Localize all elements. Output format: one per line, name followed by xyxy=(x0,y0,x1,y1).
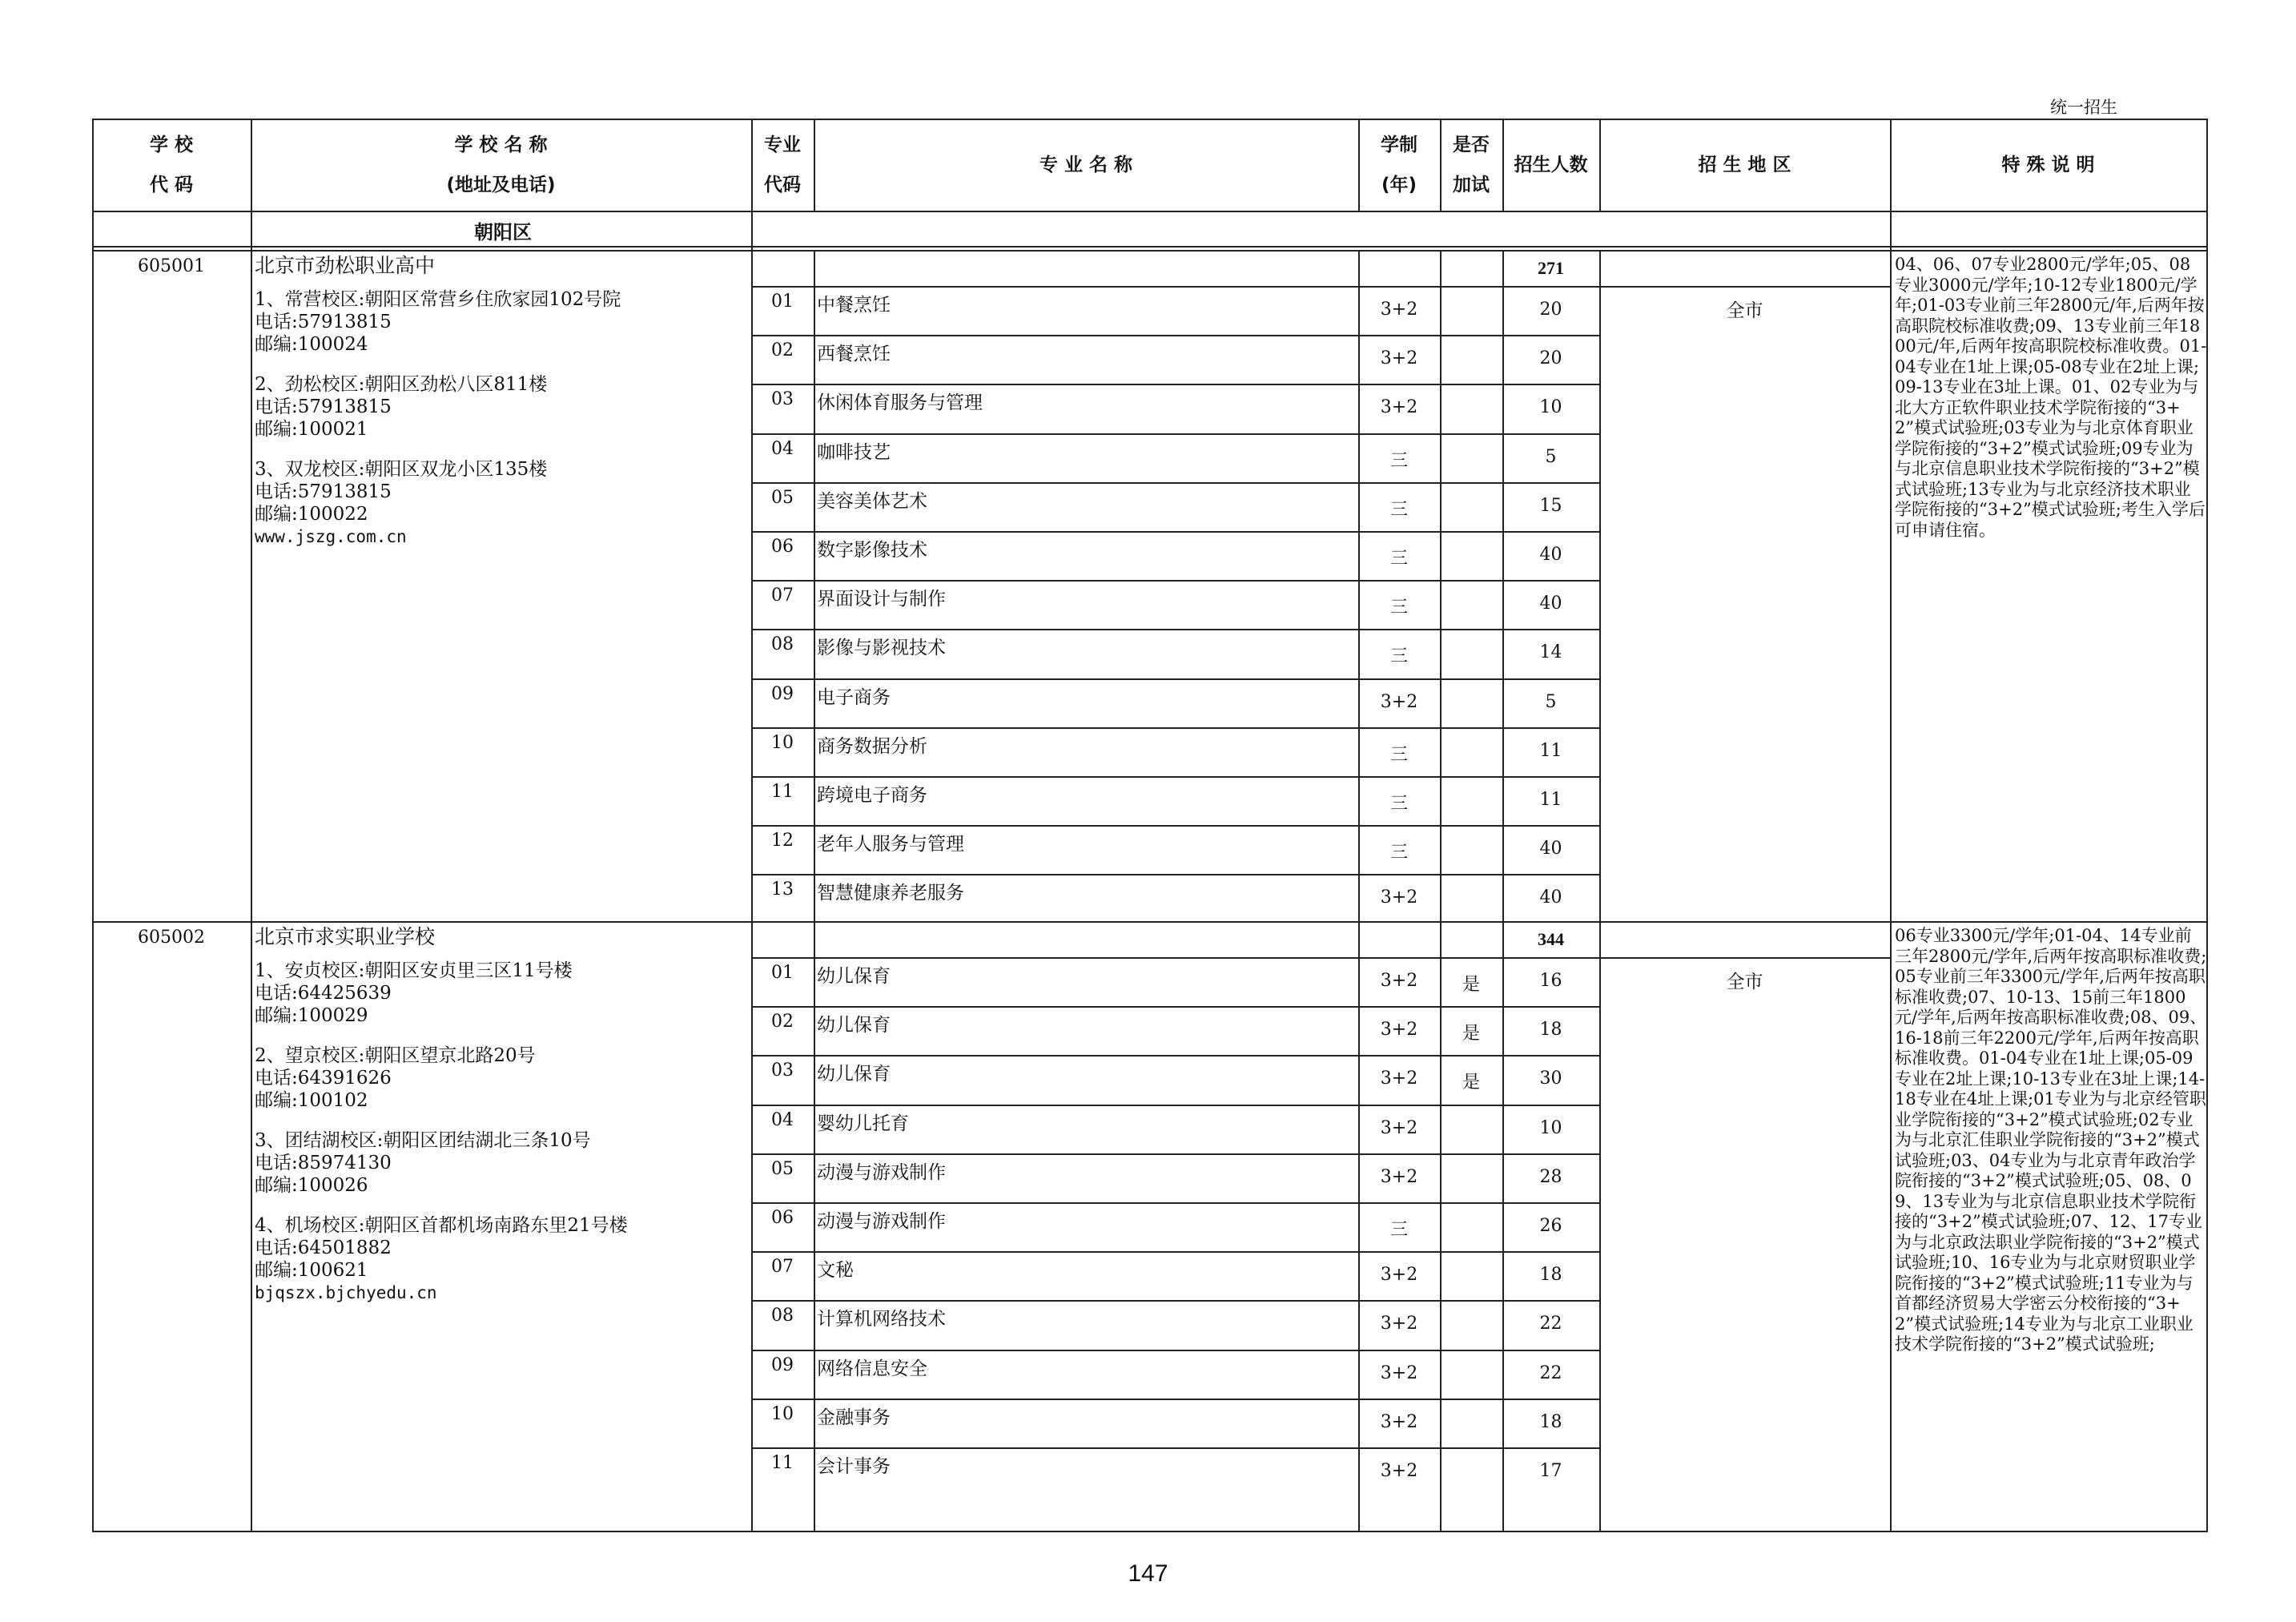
campus-phone: 电话:85974130 xyxy=(255,1153,392,1173)
header-quota xyxy=(1502,145,1599,185)
special-notes: 04、06、07专业2800元/学年;05、08专业3000元/学年;10-12专业1800元/学年;01-03专业前三年2800元/年,后两年按高职院校标准收费;09、13专业前三年1800元/年,后两年按高职院校标准收费。01-04专业在1址上课;05-08专业在2址上课;09-13专业在3址上课。01、02专业为与北大方正软件职业技术学院衔接的“3+2”模式试验班;03专业为与北京体育职业学院衔接的“3+2”模式试验班;09专业为与北京信息职业技术学院衔接的“3+2”模式试验班;13专业为与北京经济技术职业学院衔接的“3+2”模式试验班;考生入学后可申请住宿。 xyxy=(1895,255,2207,540)
major-years: 三 xyxy=(1389,794,1408,814)
major-quota: 20 xyxy=(1539,348,1562,369)
header-major-code-line: 专业 xyxy=(764,135,801,155)
major-name: 电子商务 xyxy=(817,686,891,708)
special-notes: 06专业3300元/学年;01-04、14专业前三年2800元/学年,后两年按高职标准收费;05专业前三年3300元/学年,后两年按高职标准收费;07、10-13、15前三年1800元/学年,后两年按高职标准收费;08、09、16-18前三年2200元/学年,后两年按高职标准收费。01-04专业在1址上课;05-09专业在2址上课;10-13专业在3址上课;14-18专业在4址上课;01专业为与北京经管职业学院衔接的“3+2”模式试验班;02专业为与北京汇佳职业学院衔接的“3+2”模式试验班;03、04专业为与北京青年政治学院衔接的“3+2”模式试验班;05、08、09、13专业为与北京信息职业技术学院衔接的“3+2”模式试验班;07、12、17专业为与北京政法职业学院衔接的“3+2”模式试验班;10、16专业为与北京财贸职业学院衔接的“3+2”模式试验班;11专业为与首都经济贸易大学密云分校衔接的“3+2”模式试验班;14专业为与北京工业职业技术学院衔接的“3+2”模式试验班; xyxy=(1895,926,2207,1354)
school-code: 605002 xyxy=(138,928,205,948)
major-code: 04 xyxy=(771,1109,794,1130)
major-years: 3+2 xyxy=(1380,971,1418,991)
major-code: 07 xyxy=(771,586,794,606)
major-quota: 30 xyxy=(1539,1069,1562,1089)
header-years xyxy=(1358,125,1440,205)
major-years: 三 xyxy=(1389,450,1408,471)
major-quota: 5 xyxy=(1545,691,1557,712)
major-code: 02 xyxy=(771,1012,794,1032)
major-name: 美容美体艺术 xyxy=(817,490,927,512)
header-region xyxy=(1599,145,1890,185)
major-code: 08 xyxy=(771,1306,794,1326)
header-notes xyxy=(1890,145,2206,185)
campus-address: 2、劲松校区:朝阳区劲松八区811楼 xyxy=(255,374,548,395)
header-extra-test-line: 是否 xyxy=(1453,135,1490,155)
campus-phone: 电话:57913815 xyxy=(255,312,392,332)
major-code: 11 xyxy=(771,782,794,802)
major-years: 三 xyxy=(1389,499,1408,520)
major-quota: 14 xyxy=(1539,642,1562,663)
major-years: 3+2 xyxy=(1380,1411,1418,1432)
campus-phone: 电话:57913815 xyxy=(255,481,392,502)
major-name: 智慧健康养老服务 xyxy=(817,883,964,904)
header-notes-line: 特 殊 说 明 xyxy=(2001,155,2095,175)
header-school-code-line: 学 校 xyxy=(149,135,193,155)
major-name: 金融事务 xyxy=(817,1407,891,1428)
campus-postcode: 邮编:100024 xyxy=(255,334,368,355)
major-extra-test: 是 xyxy=(1462,975,1480,995)
header-school-code-line: 代 码 xyxy=(149,175,193,195)
major-years: 3+2 xyxy=(1380,887,1418,908)
major-name: 影像与影视技术 xyxy=(817,638,946,659)
campus-postcode: 邮编:100021 xyxy=(255,419,368,440)
major-quota: 18 xyxy=(1539,1411,1562,1432)
region-value: 全市 xyxy=(1726,300,1763,321)
campus-info xyxy=(255,1214,628,1304)
campus-address: 4、机场校区:朝阳区首都机场南路东里21号楼 xyxy=(255,1215,628,1236)
header-extra-test xyxy=(1440,125,1502,205)
major-name: 文秘 xyxy=(817,1260,854,1282)
major-quota: 40 xyxy=(1539,839,1562,859)
campus-info xyxy=(255,373,621,441)
major-name: 动漫与游戏制作 xyxy=(817,1211,946,1232)
major-name: 婴幼儿托育 xyxy=(817,1113,909,1134)
major-quota: 10 xyxy=(1539,1117,1562,1138)
major-quota: 15 xyxy=(1539,495,1562,516)
major-code: 06 xyxy=(771,1208,794,1228)
campus-address: 1、常营校区:朝阳区常营乡住欣家园102号院 xyxy=(255,289,621,310)
major-quota: 18 xyxy=(1539,1020,1562,1040)
campus-address: 2、望京校区:朝阳区望京北路20号 xyxy=(255,1045,536,1066)
header-school-name-line: (地址及电话) xyxy=(446,175,556,195)
major-name: 咖啡技艺 xyxy=(817,441,891,463)
major-name: 老年人服务与管理 xyxy=(817,834,964,855)
major-code: 12 xyxy=(771,831,794,851)
district-label: 朝阳区 xyxy=(474,221,532,244)
major-years: 三 xyxy=(1389,744,1408,765)
major-name: 幼儿保育 xyxy=(817,1064,891,1085)
major-name: 动漫与游戏制作 xyxy=(817,1161,946,1183)
major-name: 西餐烹饪 xyxy=(817,344,891,365)
major-name: 商务数据分析 xyxy=(817,735,927,757)
header-school-name-line: 学 校 名 称 xyxy=(454,135,548,155)
major-quota: 17 xyxy=(1539,1461,1562,1481)
school-website: bjqszx.bjchyedu.cn xyxy=(255,1283,437,1302)
header-school-code xyxy=(92,125,251,205)
campus-phone: 电话:64501882 xyxy=(255,1238,392,1258)
major-years: 三 xyxy=(1389,1220,1408,1240)
campus-postcode: 邮编:100621 xyxy=(255,1260,368,1281)
major-quota: 11 xyxy=(1539,740,1562,761)
header-region-line: 招 生 地 区 xyxy=(1698,155,1791,175)
campus-info xyxy=(255,960,628,1027)
school-website: www.jszg.com.cn xyxy=(255,527,407,546)
campus-address: 3、团结湖校区:朝阳区团结湖北三条10号 xyxy=(255,1130,591,1151)
major-code: 13 xyxy=(771,879,794,900)
header-school-name xyxy=(251,125,751,205)
top-label: 统一招生 xyxy=(2050,98,2117,117)
major-name: 会计事务 xyxy=(817,1456,891,1477)
major-extra-test: 是 xyxy=(1462,1073,1480,1093)
major-code: 02 xyxy=(771,340,794,361)
major-years: 3+2 xyxy=(1380,1117,1418,1138)
quota-total: 344 xyxy=(1538,929,1564,949)
header-major-code-line: 代码 xyxy=(764,175,801,195)
school-info xyxy=(255,926,628,1304)
major-code: 11 xyxy=(771,1453,794,1473)
major-years: 三 xyxy=(1389,598,1408,618)
major-years: 3+2 xyxy=(1380,1020,1418,1040)
major-quota: 11 xyxy=(1539,790,1562,810)
major-extra-test: 是 xyxy=(1462,1024,1480,1044)
school-code: 605001 xyxy=(138,256,205,276)
campus-address: 1、安贞校区:朝阳区安贞里三区11号楼 xyxy=(255,960,573,981)
campus-postcode: 邮编:100026 xyxy=(255,1175,368,1196)
campus-phone: 电话:64391626 xyxy=(255,1068,392,1089)
header-quota-line: 招生人数 xyxy=(1514,155,1588,175)
header-major-name xyxy=(814,145,1358,185)
major-name: 计算机网络技术 xyxy=(817,1309,946,1330)
major-years: 3+2 xyxy=(1380,1314,1418,1334)
major-name: 中餐烹饪 xyxy=(817,295,891,316)
major-code: 01 xyxy=(771,292,794,312)
major-quota: 16 xyxy=(1539,971,1562,991)
major-code: 07 xyxy=(771,1257,794,1278)
major-code: 01 xyxy=(771,963,794,983)
major-code: 05 xyxy=(771,1158,794,1179)
major-years: 三 xyxy=(1389,646,1408,667)
major-quota: 20 xyxy=(1539,300,1562,320)
header-major-name-line: 专 业 名 称 xyxy=(1039,155,1133,175)
major-years: 3+2 xyxy=(1380,1265,1418,1286)
campus-info xyxy=(255,458,621,548)
major-quota: 18 xyxy=(1539,1265,1562,1286)
campus-address: 3、双龙校区:朝阳区双龙小区135楼 xyxy=(255,459,548,480)
major-quota: 22 xyxy=(1539,1362,1562,1383)
major-code: 09 xyxy=(771,683,794,704)
major-name: 幼儿保育 xyxy=(817,966,891,987)
header-extra-test-line: 加试 xyxy=(1453,175,1490,195)
major-name: 跨境电子商务 xyxy=(817,785,927,806)
campus-phone: 电话:57913815 xyxy=(255,396,392,417)
major-code: 06 xyxy=(771,537,794,557)
campus-postcode: 邮编:100029 xyxy=(255,1005,368,1026)
page-number: 147 xyxy=(1128,1560,1168,1587)
major-name: 数字影像技术 xyxy=(817,540,927,561)
major-code: 05 xyxy=(771,487,794,508)
school-info xyxy=(255,255,621,548)
major-name: 界面设计与制作 xyxy=(817,589,946,610)
campus-postcode: 邮编:100022 xyxy=(255,504,368,525)
header-years-line: (年) xyxy=(1381,175,1417,195)
major-code: 09 xyxy=(771,1354,794,1375)
campus-info xyxy=(255,1044,628,1112)
major-years: 3+2 xyxy=(1380,1461,1418,1481)
major-years: 3+2 xyxy=(1380,1166,1418,1187)
major-quota: 40 xyxy=(1539,545,1562,565)
major-years: 3+2 xyxy=(1380,1362,1418,1383)
major-years: 3+2 xyxy=(1380,397,1418,418)
major-years: 3+2 xyxy=(1380,691,1418,712)
major-quota: 26 xyxy=(1539,1216,1562,1236)
header-years-line: 学制 xyxy=(1381,135,1417,155)
region-value: 全市 xyxy=(1726,972,1763,992)
header-major-code xyxy=(751,125,814,205)
major-quota: 22 xyxy=(1539,1314,1562,1334)
major-quota: 40 xyxy=(1539,594,1562,614)
major-years: 3+2 xyxy=(1380,300,1418,320)
school-name: 北京市劲松职业高中 xyxy=(255,254,436,277)
major-name: 休闲体育服务与管理 xyxy=(817,392,983,414)
quota-total: 271 xyxy=(1538,258,1564,278)
major-quota: 10 xyxy=(1539,397,1562,418)
campus-info xyxy=(255,288,621,356)
major-code: 03 xyxy=(771,1061,794,1081)
major-years: 三 xyxy=(1389,843,1408,863)
major-code: 10 xyxy=(771,732,794,753)
major-quota: 40 xyxy=(1539,887,1562,908)
campus-info xyxy=(255,1129,628,1197)
campus-postcode: 邮编:100102 xyxy=(255,1090,368,1111)
major-quota: 28 xyxy=(1539,1166,1562,1187)
major-code: 03 xyxy=(771,389,794,410)
major-name: 网络信息安全 xyxy=(817,1358,927,1379)
major-name: 幼儿保育 xyxy=(817,1015,891,1036)
campus-phone: 电话:64425639 xyxy=(255,983,392,1004)
major-code: 08 xyxy=(771,634,794,655)
major-years: 3+2 xyxy=(1380,1069,1418,1089)
major-code: 04 xyxy=(771,438,794,459)
major-quota: 5 xyxy=(1545,446,1557,467)
major-code: 10 xyxy=(771,1403,794,1424)
major-years: 3+2 xyxy=(1380,348,1418,369)
school-name: 北京市求实职业学校 xyxy=(255,925,436,948)
major-years: 三 xyxy=(1389,549,1408,569)
